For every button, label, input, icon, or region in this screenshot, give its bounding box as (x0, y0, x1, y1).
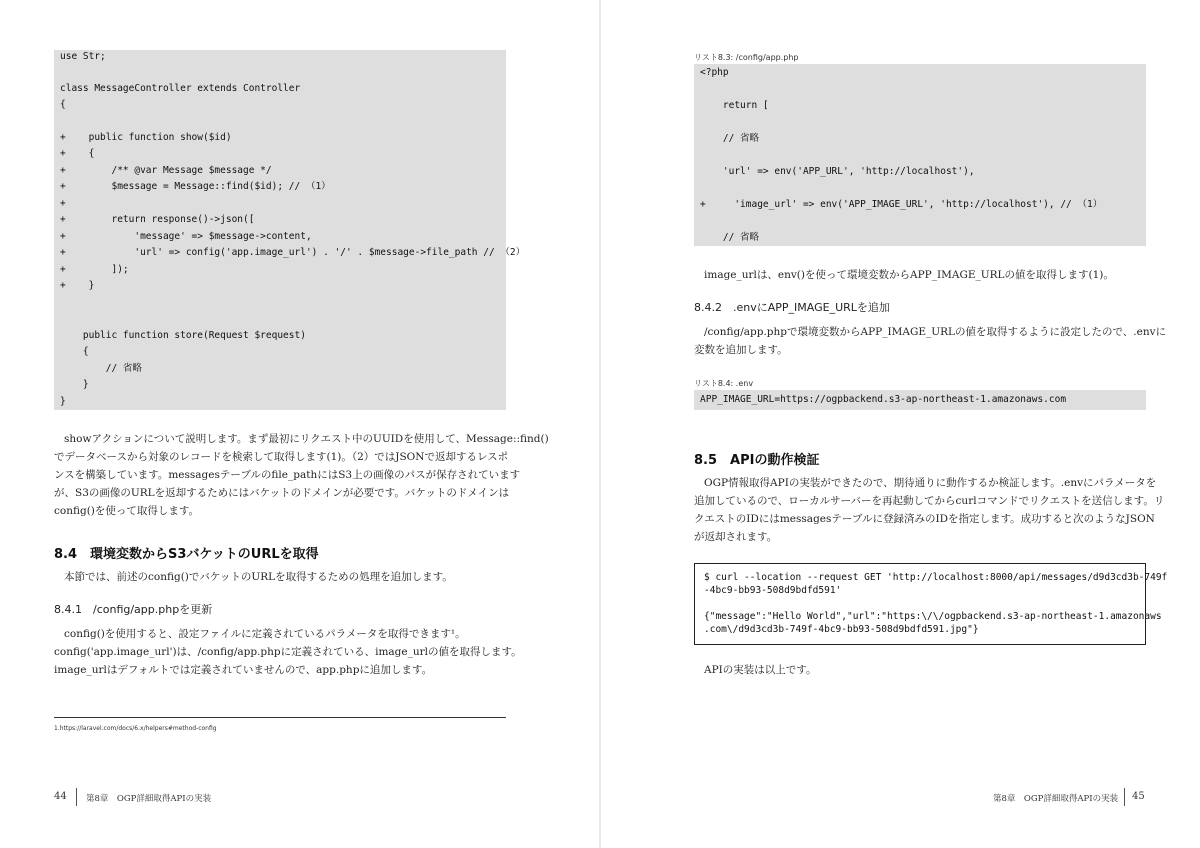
text-line: が、S3の画像のURLを返却するためにはバケットのドメインが必要です。バケットのドメインは (54, 487, 510, 499)
text-line: config()を使用すると、設定ファイルに定義されているパラメータを取得できます¹。 (64, 628, 466, 640)
text-line: config()を使って取得します。 (54, 505, 200, 517)
code-line: } (60, 396, 66, 407)
code-line: public function store(Request $request) (60, 330, 306, 341)
code-line: + (60, 198, 66, 209)
paragraph-section-intro (54, 568, 506, 588)
code-line: + } (60, 280, 95, 291)
text-line: が返却されます。 (694, 531, 778, 543)
code-line: use Str; (60, 51, 106, 62)
code-line: <?php (700, 67, 729, 78)
code-line: } (60, 379, 89, 390)
section-heading-8-5: 8.5 APIの動作検証 (694, 453, 820, 468)
right-page (600, 0, 1200, 848)
text-line: APIの実装は以上です。 (704, 664, 817, 676)
page-number: 45 (1132, 791, 1145, 802)
code-line: return [ (700, 100, 769, 111)
footer-divider (76, 788, 77, 806)
code-line: 'url' => env('APP_URL', 'http://localhost'), (700, 166, 975, 177)
subsection-heading-8-4-2: 8.4.2 .envにAPP_IMAGE_URLを追加 (694, 301, 890, 314)
code-line: + public function show($id) (60, 132, 232, 143)
text-line: でデータベースから対象のレコードを検索して取得します(1)。（2）ではJSONで返却するレスポ (54, 451, 509, 463)
footer-chapter-title: 第8章 OGP詳細取得APIの実装 (86, 794, 212, 804)
code-line: + 'image_url' => env('APP_IMAGE_URL', 'http://localhost'), // （1） (700, 199, 1103, 210)
code-line: // 省略 (700, 133, 760, 144)
code-line: + 'message' => $message->content, (60, 231, 312, 242)
code-line: + /** @var Message $message */ (60, 165, 272, 176)
code-listing-app-php (694, 64, 1146, 246)
paragraph-config (54, 625, 522, 685)
footnote-divider (54, 717, 506, 718)
paragraph-env (694, 323, 1167, 363)
code-line: + ]); (60, 264, 129, 275)
footnote-link: 1.https://laravel.com/docs/6.x/helpers#method-config (54, 725, 217, 732)
footer-divider (1124, 788, 1125, 806)
text-line: クエストのIDにはmessagesテーブルに登録済みのIDを指定します。成功すると次のようなJSON (694, 513, 1155, 525)
page-number: 44 (54, 791, 67, 802)
paragraph-show-action (54, 430, 549, 525)
terminal-line: .com\/d9d3cd3b-749f-4bc9-bb93-508d9bdfd591.jpg"} (704, 624, 979, 635)
text-line: /config/app.phpで環境変数からAPP_IMAGE_URLの値を取得するように設定したので、.envに (704, 326, 1167, 338)
text-line: config('app.image_url')は、/config/app.phpに定義されている、image_urlの値を取得します。 (54, 646, 522, 658)
paragraph-image-url (694, 266, 1146, 286)
code-line: + { (60, 148, 95, 159)
listing-caption-8-4: リスト8.4: .env (694, 379, 754, 388)
code-line: + $message = Message::find($id); // （1） (60, 181, 331, 192)
listing-caption-8-3: リスト8.3: /config/app.php (694, 53, 799, 62)
terminal-output-box (694, 563, 1168, 645)
code-line: + return response()->json([ (60, 214, 255, 225)
text-line: image_urlは、env()を使って環境変数からAPP_IMAGE_URLの値を取得します(1)。 (704, 269, 1114, 281)
code-line: // 省略 (700, 232, 760, 243)
text-line: 追加しているので、ローカルサーバーを再起動してからcurlコマンドでリクエストを送信します。リ (694, 495, 1165, 507)
text-line: 本節では、前述のconfig()でバケットのURLを取得するための処理を追加します。 (64, 571, 453, 583)
text-line: image_urlはデフォルトでは定義されていませんので、app.phpに追加します。 (54, 664, 433, 676)
text-line: OGP情報取得APIの実装ができたので、期待通りに動作するか検証します。.envにパラメータを (704, 477, 1157, 489)
text-line: showアクションについて説明します。まず最初にリクエスト中のUUIDを使用して、Message::find() (64, 433, 549, 445)
terminal-line: {"message":"Hello World","url":"https:\/\/ogpbackend.s3-ap-northeast-1.amazonaws (704, 611, 1162, 622)
code-listing-env (694, 390, 1146, 410)
text-line: 変数を追加します。 (694, 344, 788, 356)
section-heading-8-4: 8.4 環境変数からS3バケットのURLを取得 (54, 547, 319, 562)
footer-chapter-title: 第8章 OGP詳細取得APIの実装 (993, 794, 1119, 804)
text-line: ンスを構築しています。messagesテーブルのfile_pathにはS3上の画像のパスが保存されています (54, 469, 521, 481)
terminal-line: $ curl --location --request GET 'http://localhost:8000/api/messages/d9d3cd3b-749f (704, 572, 1168, 583)
paragraph-conclusion (694, 661, 1146, 681)
code-line: APP_IMAGE_URL=https://ogpbackend.s3-ap-northeast-1.amazonaws.com (700, 394, 1067, 405)
code-line: // 省略 (60, 363, 142, 374)
code-listing-message-controller (54, 50, 526, 410)
code-line: + 'url' => config('app.image_url') . '/' . $message->file_path // （2） (60, 247, 526, 258)
code-line: { (60, 346, 89, 357)
terminal-line: -4bc9-bb93-508d9bdfd591' (704, 585, 842, 596)
code-line: { (60, 99, 66, 110)
subsection-heading-8-4-1: 8.4.1 /config/app.phpを更新 (54, 603, 213, 616)
code-line: class MessageController extends Controller (60, 83, 301, 94)
paragraph-api-verification (694, 474, 1165, 549)
